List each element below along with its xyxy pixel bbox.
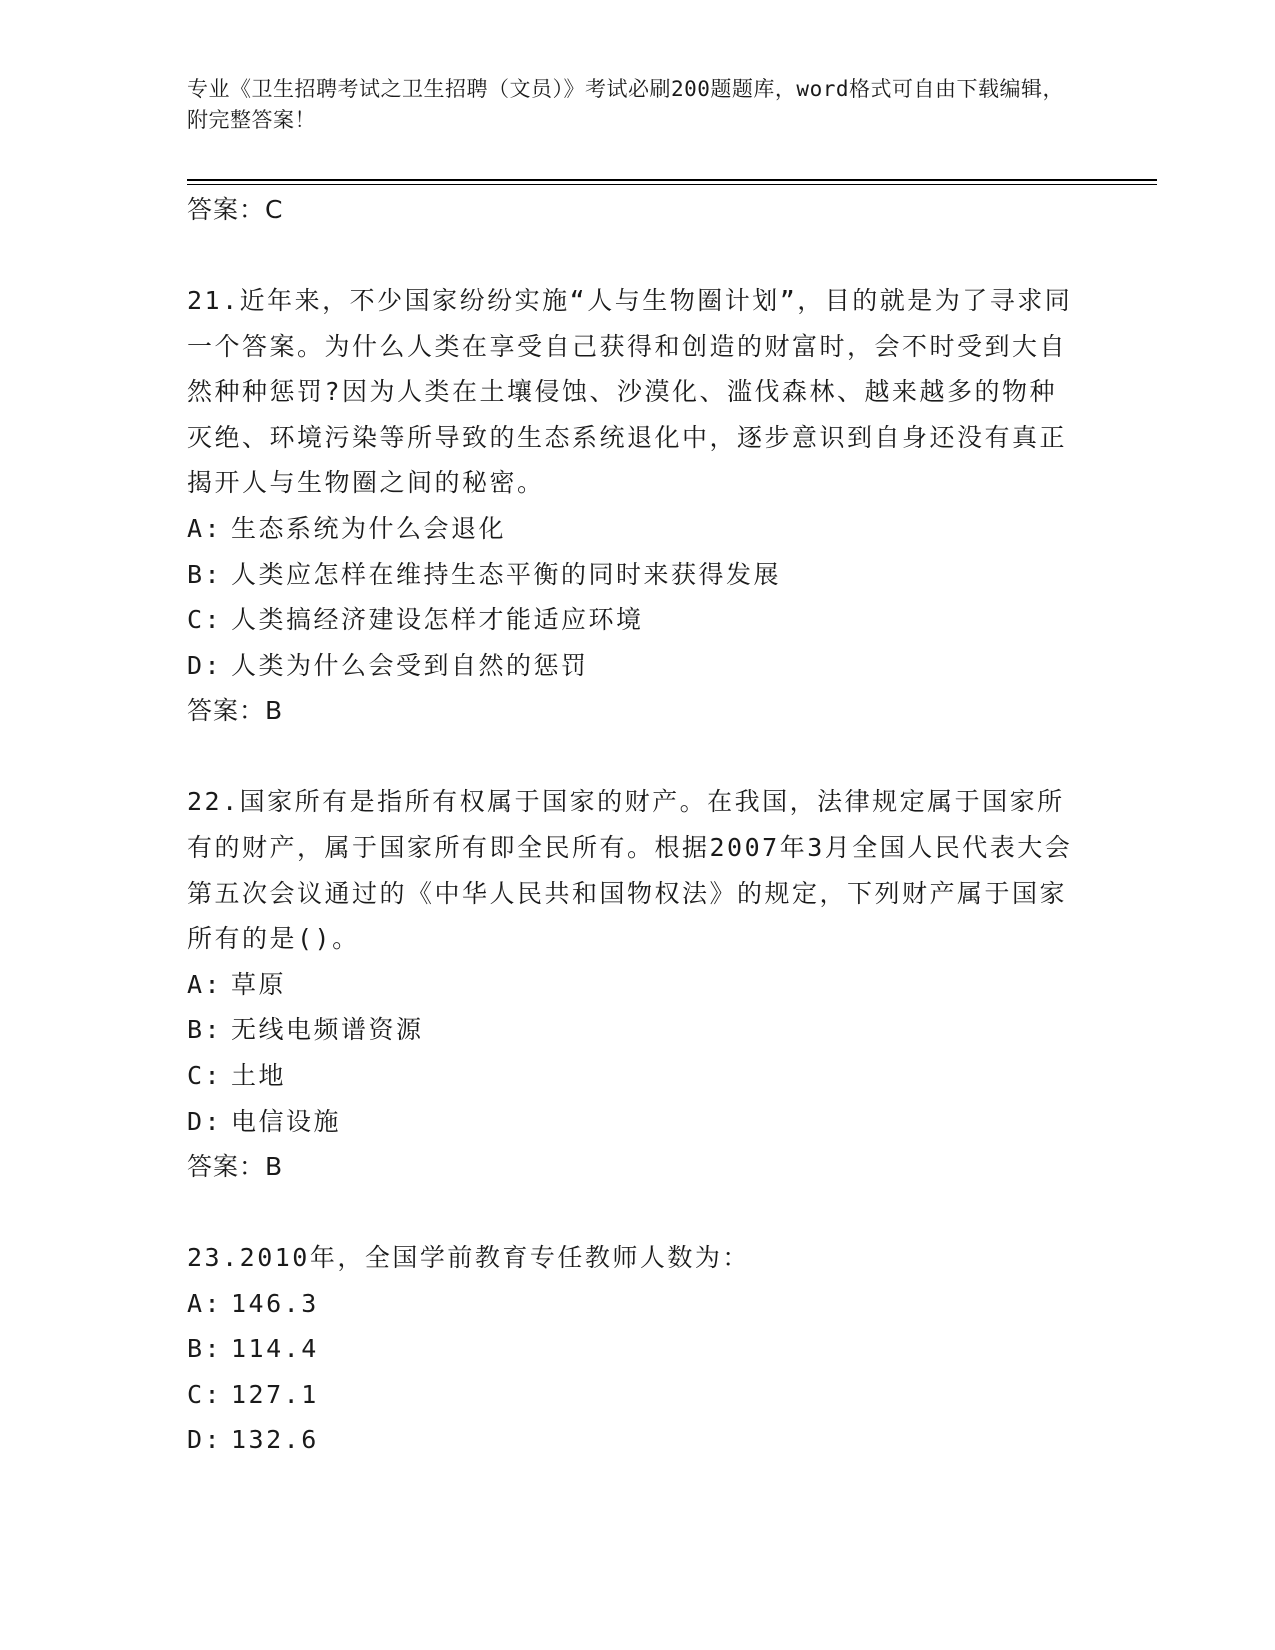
option-c [187, 1053, 1087, 1099]
question-stem: 23.2010年，全国学前教育专任教师人数为： [187, 1243, 750, 1273]
option-d [187, 1099, 1087, 1145]
option-a [187, 962, 1087, 1008]
option-letter: B: [187, 1015, 223, 1045]
header-rule-thin [187, 184, 1157, 185]
option-text: 人类应怎样在维持生态平衡的同时来获得发展 [231, 559, 782, 589]
option-text: 无线电频谱资源 [231, 1015, 424, 1045]
option-text: 电信设施 [231, 1106, 342, 1136]
option-letter: B: [187, 1334, 223, 1364]
option-letter: D: [187, 1425, 223, 1455]
option-letter: B: [187, 559, 223, 589]
option-c [187, 1372, 1087, 1418]
option-text: 114.4 [231, 1334, 319, 1364]
option-letter: A: [187, 513, 223, 543]
option-text: 土地 [231, 1060, 287, 1090]
option-text: 146.3 [231, 1288, 319, 1318]
option-letter: C: [187, 1379, 223, 1409]
option-text: 人类为什么会受到自然的惩罚 [231, 650, 589, 680]
option-letter: C: [187, 605, 223, 635]
option-a [187, 1281, 1087, 1327]
option-letter: A: [187, 969, 223, 999]
document-header: 专业《卫生招聘考试之卫生招聘（文员）》考试必刷200题题库，word格式可自由下载编辑，附完整答案！ [187, 77, 1064, 132]
question-22 [187, 779, 1087, 1190]
option-text: 127.1 [231, 1379, 319, 1409]
option-text: 132.6 [231, 1425, 319, 1455]
option-letter: D: [187, 1106, 223, 1136]
option-letter: A: [187, 1288, 223, 1318]
option-c [187, 597, 1087, 643]
header-rule-thick [187, 179, 1157, 181]
option-letter: D: [187, 650, 223, 680]
option-b [187, 1326, 1087, 1372]
answer-line: 答案：C [187, 195, 284, 224]
option-b [187, 552, 1087, 598]
option-d [187, 1417, 1087, 1463]
option-letter: C: [187, 1060, 223, 1090]
answer-line: 答案：B [187, 1152, 284, 1182]
option-d [187, 643, 1087, 689]
option-a [187, 506, 1087, 552]
answer-line: 答案：B [187, 696, 284, 726]
question-stem: 22.国家所有是指所有权属于国家的财产。在我国，法律规定属于国家所有的财产，属于国家所有即全民所有。根据2007年3月全国人民代表大会第五次会议通过的《中华人民共和国物权法》的规定，下列财产属于国家所有的是()。 [187, 787, 1073, 954]
option-text: 草原 [231, 969, 287, 999]
question-23 [187, 1235, 1087, 1463]
question-21 [187, 278, 1087, 734]
document-content [187, 187, 1087, 1463]
option-text: 生态系统为什么会退化 [231, 513, 507, 543]
option-text: 人类搞经济建设怎样才能适应环境 [231, 605, 644, 635]
question-stem: 21.近年来，不少国家纷纷实施“人与生物圈计划”，目的就是为了寻求同一个答案。为什么人类在享受自己获得和创造的财富时，会不时受到大自然种种惩罚?因为人类在土壤侵蚀、沙漠化、滥伐森林、越来越多的物种灭绝、环境污染等所导致的生态系统退化中，逐步意识到自身还没有真正揭开人与生物圈之间的秘密。 [187, 286, 1073, 498]
option-b [187, 1007, 1087, 1053]
